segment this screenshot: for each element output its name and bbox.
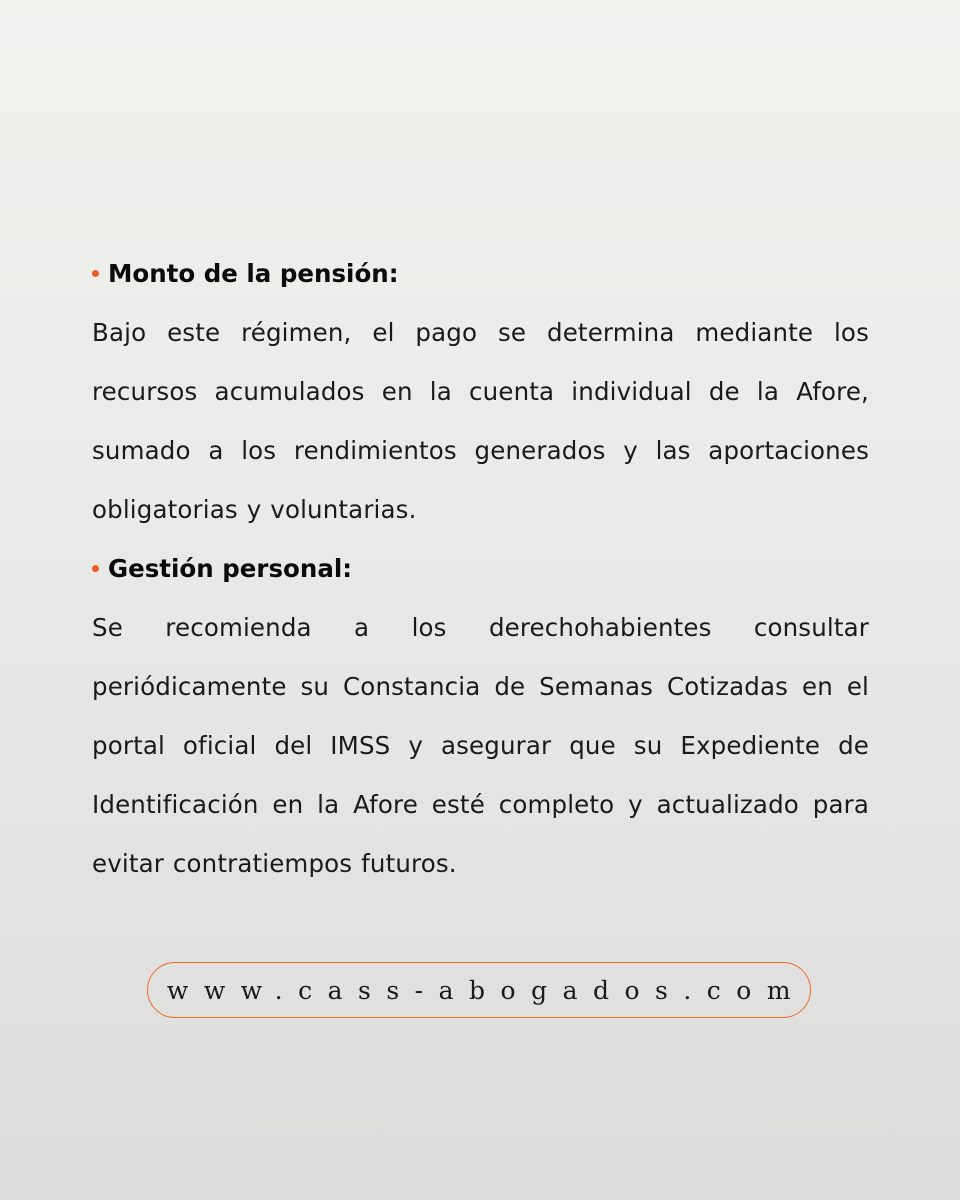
section-heading-monto xyxy=(92,244,869,303)
section-heading-gestion xyxy=(92,539,869,598)
heading-text: Gestión personal: xyxy=(108,554,353,583)
website-link[interactable] xyxy=(147,962,811,1018)
section-body-monto: Bajo este régimen, el pago se determina mediante los recursos acumulados en la cuenta individual de la Afore, sumado a los rendimientos generados y las aportaciones obligatorias y voluntarias. xyxy=(92,318,869,524)
bullet-icon xyxy=(92,565,99,572)
section-body-gestion: Se recomienda a los derechohabientes consultar periódicamente su Constancia de Semanas Cotizadas en el portal oficial del IMSS y asegurar que su Expediente de Identificación en la Afore esté completo y actualizado para evitar contratiempos futuros. xyxy=(92,613,869,878)
bullet-icon xyxy=(92,270,99,277)
heading-text: Monto de la pensión: xyxy=(108,259,399,288)
website-url: www.cass-abogados.com xyxy=(166,975,807,1005)
main-content xyxy=(92,244,869,893)
